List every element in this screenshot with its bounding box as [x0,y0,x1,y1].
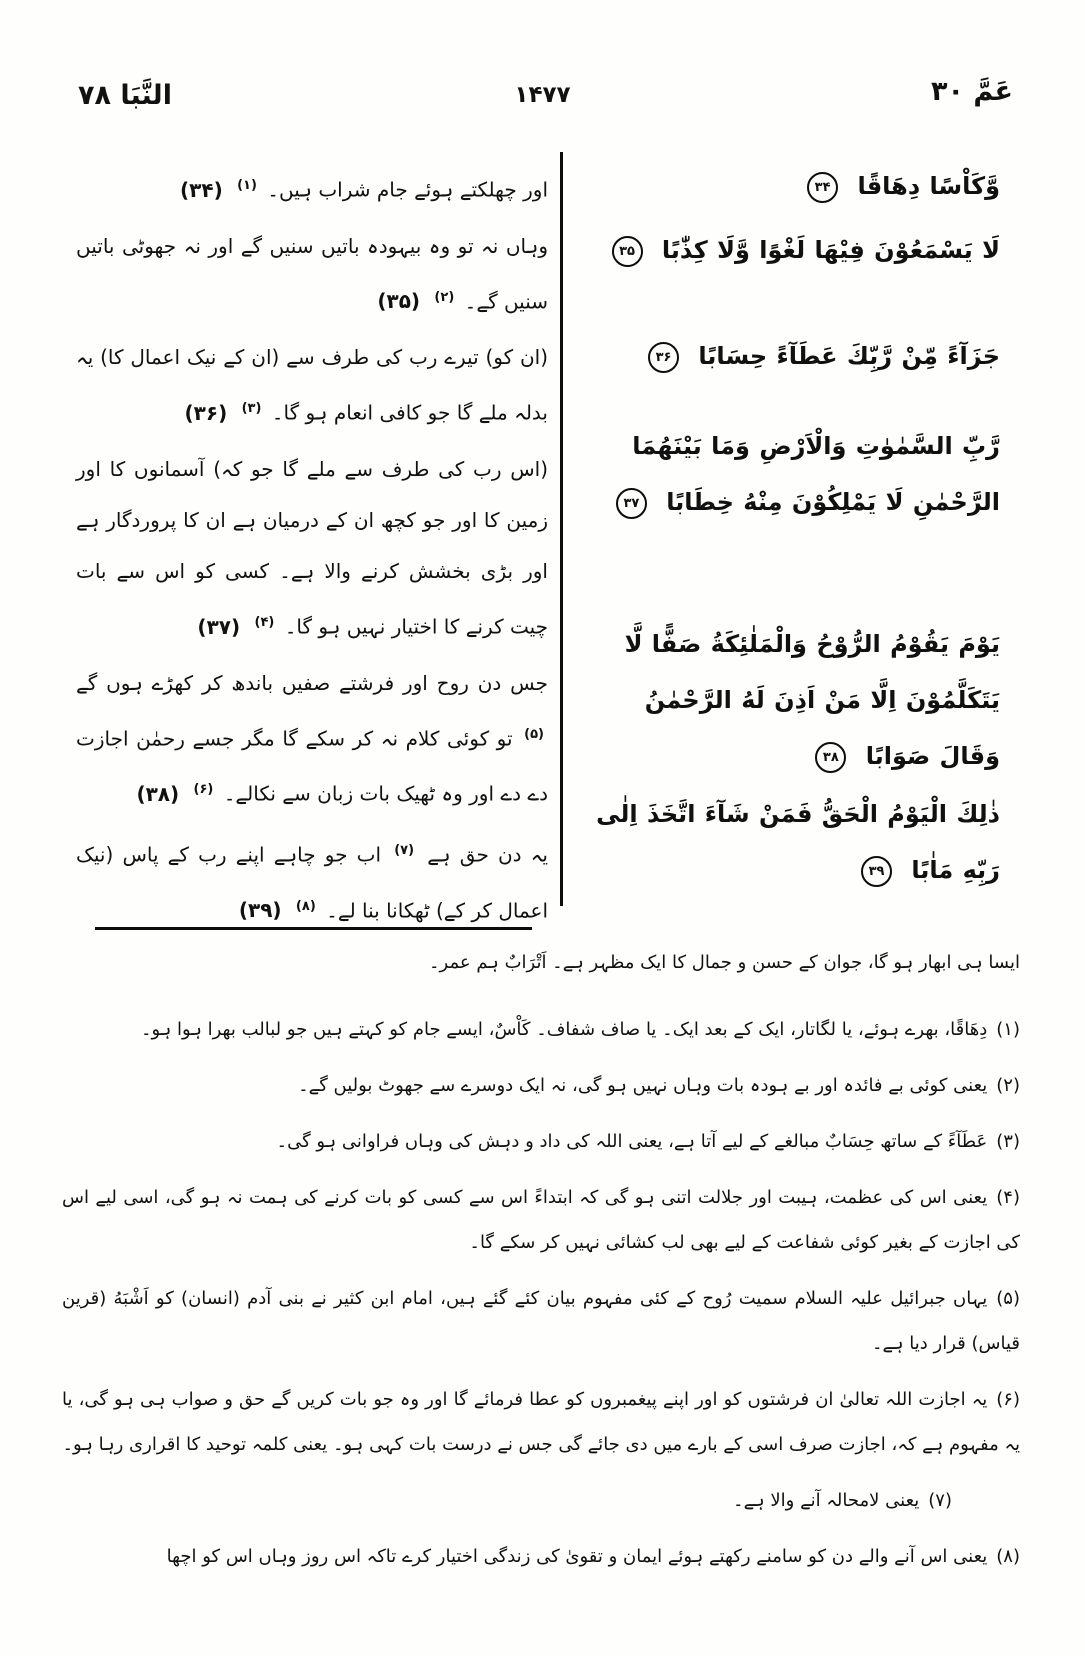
footnote-marker: (۵) [996,1288,1020,1309]
translation-text: وہاں نہ تو وہ بیہودہ باتیں سنیں گے اور نہ جھوٹی باتیں سنیں گے۔ [76,233,548,314]
quran-verse [582,328,1000,384]
footnote-ref: (۲) [434,289,455,305]
verse-text: يَوْمَ يَقُوْمُ الرُّوْحُ وَالْمَلٰئِكَةُ صَفًّا لَّا يَتَكَلَّمُوْنَ اِلَّا مَنْ اَذِنَ لَهُ الرَّحْمٰنُ وَقَالَ صَوَابًا [624,630,1000,770]
quran-verse [582,786,1000,898]
footnote-marker: (۳) [996,1131,1020,1152]
translation-segment [76,825,548,936]
translation-segment [76,444,548,653]
verse-ref: (۳۸) [136,781,180,806]
footnote-text: دِهَاقًا، بھرے ہوئے، یا لگاتار، ایک کے بعد ایک۔ یا صاف شفاف۔ كَاْسٌ، ایسے جام کو کہتے ہیں جو لبالب بھرا ہوا ہو۔ [140,1019,988,1040]
verse-ref: (۳۷) [197,614,241,639]
page-number: ۱۴۷۷ [514,82,571,108]
verse-text: ذٰلِكَ الْيَوْمُ الْحَقُّ فَمَنْ شَآءَ اتَّخَذَ اِلٰى رَبِّهِ مَاٰبًا [596,800,1000,884]
verse-number-badge: ۳۵ [612,236,643,267]
verse-number-badge: ۳۹ [861,856,892,887]
footnote-text: یعنی کوئی بے فائدہ اور بے ہودہ بات وہاں نہیں ہو گی، نہ ایک دوسرے سے جھوٹ بولیں گے۔ [298,1075,988,1096]
translation-text: یہ دن حق ہے [427,842,549,867]
quran-verse [582,222,1000,278]
footnote-text: یعنی اس کی عظمت، ہیبت اور جلالت اتنی ہو گی کہ ابتداءً اس سے کسی کو بات کرنے کی ہمت نہ ہو گی، اسی لیے اس کی اجازت کے بغیر کوئی شفاعت کے لیے بھی لب کشائی نہیں کر سکے گا۔ [62,1187,1020,1253]
footnote-marker: (۴) [996,1187,1020,1208]
footnote-ref: (۵) [524,726,544,742]
footnote-item [62,1377,1020,1467]
translation-text: تو کوئی کلام نہ کر سکے گا مگر جسے رحمٰن اجازت دے دے اور وہ ٹھیک بات زبان سے نکالے۔ [76,726,548,806]
footnote-text: یہ اجازت اللہ تعالیٰ ان فرشتوں کو اور اپنے پیغمبروں کو عطا فرمائے گا اور وہ جو بات کریں گے حق و صواب ہی ہو گی، یا یہ مفہوم ہے کہ، اجازت صرف اسی کے بارے میں دی جائے گی جس نے درست بات کہی ہو۔ یعنی کلمہ توحید کا اقراری رہا ہو۔ [62,1389,1020,1455]
footnote-marker: (۸) [996,1546,1020,1567]
verse-number-badge: ۳۸ [815,742,846,773]
translation-text: اور چھلکتے ہوئے جام شراب ہیں۔ [267,177,548,202]
footnote-item [62,1534,1020,1579]
translation-text: اب جو چاہے اپنے رب کے پاس (نیک اعمال کر کے) ٹھکانا بنا لے۔ [76,842,548,923]
footnote-marker: (۷) [928,1490,952,1511]
verse-text: جَزَآءً مِّنْ رَّبِّكَ عَطَآءً حِسَابًا [698,342,1000,370]
surah-label: النَّبَا ۷۸ [78,80,172,111]
footnote-text: یہاں جبرائیل علیہ السلام سمیت رُوح کے کئی مفہوم بیان کئے گئے ہیں، امام ابن کثیر نے بنی آدم (انسان) کو اَشْبَهُ (قرین قیاس) قرار دیا ہے۔ [62,1288,1020,1354]
footnote-continuation: ایسا ہی ابھار ہو گا، جوان کے حسن و جمال کا ایک مظہر ہے۔ اَتْرَابٌ ہم عمر۔ [428,952,1020,973]
verse-number-badge: ۳۶ [648,342,679,373]
juz-label: عَمَّ ۳۰ [931,76,1013,107]
verse-ref: (۳۶) [184,400,228,425]
verse-text: رَّبِّ السَّمٰوٰتِ وَالْاَرْضِ وَمَا بَيْنَهُمَا الرَّحْمٰنِ لَا يَمْلِكُوْنَ مِنْهُ خِطَابًا [632,432,1000,516]
translation-text: (اس رب کی طرف سے ملے گا جو کہ) آسمانوں کا اور زمین کا اور جو کچھ ان کے درمیان ہے ان کا پروردگار ہے اور بڑی بخشش کرنے والا ہے۔ کسی کو اس سے بات چیت کرنے کا اختیار نہیں ہو گا۔ [76,456,548,639]
quran-verse [582,616,1000,784]
footnote-text: یعنی لامحالہ آنے والا ہے۔ [733,1490,920,1511]
footnote-marker: (۶) [996,1389,1020,1410]
translation-segment [76,221,548,328]
translation-segment [76,160,548,216]
footnote-marker: (۱) [996,1019,1020,1040]
verse-number-badge: ۳۴ [807,172,838,203]
quran-verse [582,158,1000,214]
verse-ref: (۳۹) [238,898,282,923]
footnote-ref: (۴) [254,614,275,630]
footnote-item [62,1478,1020,1523]
footnote-item [62,1175,1020,1265]
quran-verse [582,418,1000,530]
urdu-translation-column [76,160,548,941]
footnote-text: عَطَآءً کے ساتھ حِسَابٌ مبالغے کے لیے آتا ہے، یعنی اللہ کی داد و دہش کی وہاں فراوانی ہو گی۔ [276,1131,988,1152]
footnote-item [62,1007,1020,1052]
translation-segment [76,658,548,820]
footnote-ref: (۳) [241,401,262,417]
translation-segment [76,332,548,439]
verse-number-badge: ۳۷ [616,488,647,519]
footnote-item [62,1063,1020,1108]
verse-text: لَا يَسْمَعُوْنَ فِيْهَا لَغْوًا وَّلَا كِذّٰبًا [661,236,1000,264]
translation-text: (ان کو) تیرے رب کی طرف سے (ان کے نیک اعمال کا) یہ بدلہ ملے گا جو کافی انعام ہو گا۔ [76,345,548,425]
footnote-ref: (۶) [193,782,214,798]
footnote-item [62,1276,1020,1366]
footnote-item [62,1119,1020,1164]
footnote-ref: (۸) [295,898,316,914]
verse-ref: (۳۵) [377,289,421,314]
column-divider-rule [560,152,563,906]
footnote-ref: (۷) [394,842,415,858]
footnotes-section [62,940,1020,1590]
footnote-marker: (۲) [996,1075,1020,1096]
verse-ref: (۳۴) [180,177,223,202]
footnote-text: یعنی اس آنے والے دن کو سامنے رکھتے ہوئے ایمان و تقویٰ کی زندگی اختیار کرے تاکہ اس روز وہاں اس کو اچھا [166,1546,988,1567]
translation-text: جس دن روح اور فرشتے صفیں باندھ کر کھڑے ہوں گے [76,670,548,695]
verse-text: وَّكَاْسًا دِهَاقًا [857,172,1000,200]
footnote-ref: (۱) [237,178,257,193]
